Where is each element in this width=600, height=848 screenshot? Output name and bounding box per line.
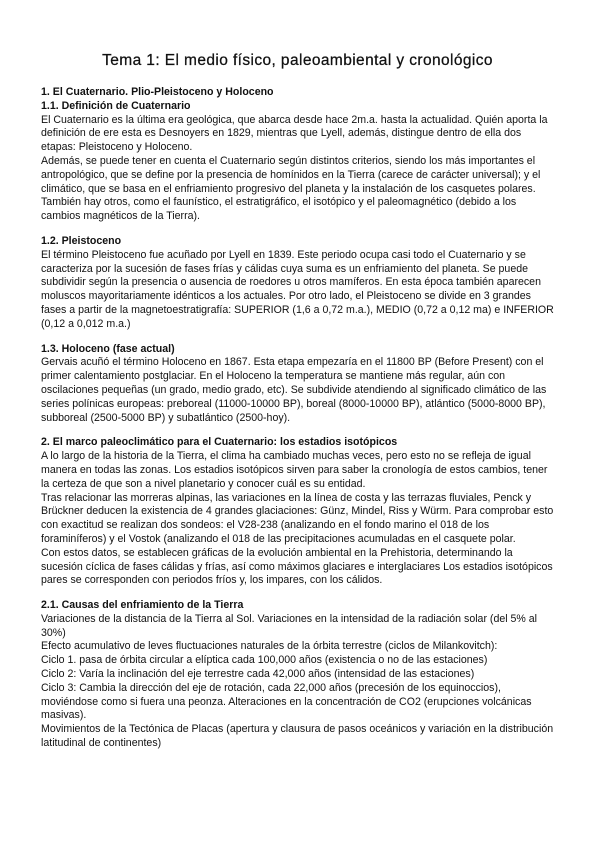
section-1-1-heading: 1.1. Definición de Cuaternario (41, 99, 191, 112)
section-1-heading: 1. El Cuaternario. Plio-Pleistoceno y Holoceno (41, 86, 274, 98)
section-1-1-paragraph-1: El Cuaternario es la última era geológica, que abarca desde hace 2m.a. hasta la actualidad. Quién aporta la definición de ere esta es Desnoyers en 1829, mientras que Lyell, además, distingue dentro de ella dos etapas: Pleistoceno y Holoceno. (41, 113, 548, 154)
section-1-3-heading: 1.3. Holoceno (fase actual) (41, 342, 175, 355)
section-2-paragraph-1: A lo largo de la historia de la Tierra, el clima ha cambiado muchas veces, pero esto no se refleja de igual manera en todas las zonas. Los estadios isotópicos sirven para saber la cronología de estos cambios, tener la certeza de que son a nivel planetario y conocer cuál es su entidad. (41, 450, 548, 490)
section-2-1-line: Variaciones de la distancia de la Tierra al Sol. Variaciones en la intensidad de la radiación solar (del 5% al 30%) (41, 612, 538, 639)
section-2-1-line: Ciclo 3: Cambia la dirección del eje de rotación, cada 22,000 años (precesión de los equinoccios), moviéndose como si fuera una peonza. Alteraciones en la concentración de CO2 (erupciones volcánicas masivas). (41, 681, 532, 722)
section-1-2-paragraph-1: El término Pleistoceno fue acuñado por Lyell en 1839. Este periodo ocupa casi todo el Cuaternario y se caracteriza por la sucesión de fases frías y cálidas cuya suma es un enfriamiento del planeta. Se puede subdividir según la presencia o ausencia de roedores u otros mamíferos. En esta época también aparecen moluscos mayoritariamente idénticos a los actuales. Por otro lado, el Pleistoceno se divide en 3 grandes fases a partir de la magnetoestratigrafía: SUPERIOR (1,6 a 0,72 m.a.), MEDIO (0,72 a 0,12 ma) e INFERIOR (0,12 a 0,012 m.a.) (41, 248, 554, 330)
section-2-1-line: Movimientos de la Tectónica de Placas (apertura y clausura de pasos oceánicos y variación en la distribución latitudinal de continentes) (41, 723, 554, 750)
section-2-1-line: Ciclo 1. pasa de órbita circular a elíptica cada 100,000 años (existencia o no de las estaciones) (41, 654, 488, 667)
section-1-2-heading: 1.2. Pleistoceno (41, 234, 122, 247)
document-title: Tema 1: El medio físico, paleoambiental y cronológico (102, 52, 493, 69)
section-2-heading: 2. El marco paleoclimático para el Cuaternario: los estadios isotópicos (41, 436, 398, 449)
section-2-1-heading: 2.1. Causas del enfriamiento de la Tierra (41, 599, 244, 612)
section-2-paragraph-3: Con estos datos, se establecen gráficas de la evolución ambiental en la Prehistoria, determinando la sucesión cíclica de fases cálidas y frías, así como máximos glaciares e interglaciares Los estadios isotópicos pares se corresponden con periodos fríos y, los impares, con los cálidos. (41, 546, 553, 587)
section-2-1-line: Efecto acumulativo de leves fluctuaciones naturales de la órbita terrestre (ciclos de Milankovitch): (41, 640, 498, 653)
section-1-3-paragraph-1: Gervais acuñó el término Holoceno en 1867. Esta etapa empezaría en el 11800 BP (Before Present) con el primer calentamiento postglaciar. En el Holoceno la temperatura se mantiene más regular, aún con oscilaciones pequeñas (un grado, medio grado, etc). Se subdivide atendiendo al significado climático de las series polínicas europeas: preboreal (11000-10000 BP), boreal (8000-10000 BP), atlántico (5000-8000 BP), subboreal (2500-5000 BP) y subatlántico (2500-hoy). (41, 356, 547, 424)
section-2-paragraph-2: Tras relacionar las morreras alpinas, las variaciones en la línea de costa y las terrazas fluviales, Penck y Brückner deducen la existencia de 4 grandes glaciaciones: Günz, Mindel, Riss y Würm. Para comprobar esto con exactitud se realizan dos sondeos: el V28-238 (analizando en el fondo marino el 018 de los foraminíferos) y el Vostok (analizando el 018 de las precipitaciones acumuladas en el casquete polar. (41, 491, 554, 545)
section-2-1-line: Ciclo 2: Varía la inclinación del eje terrestre cada 42,000 años (intensidad de las estaciones) (41, 668, 475, 681)
section-1-1-paragraph-2: Además, se puede tener en cuenta el Cuaternario según distintos criterios, siendo los más importantes el antropológico, que se define por la presencia de homínidos en la Tierra (carece de carácter universal); y el climático, que se basa en el enfriamiento progresivo del planeta y la instalación de los casquetes polares. También hay otros, como el faunístico, el estratigráfico, el isotópico y el paleomagnético (debido a los cambios magnéticos de la Tierra). (41, 154, 541, 223)
